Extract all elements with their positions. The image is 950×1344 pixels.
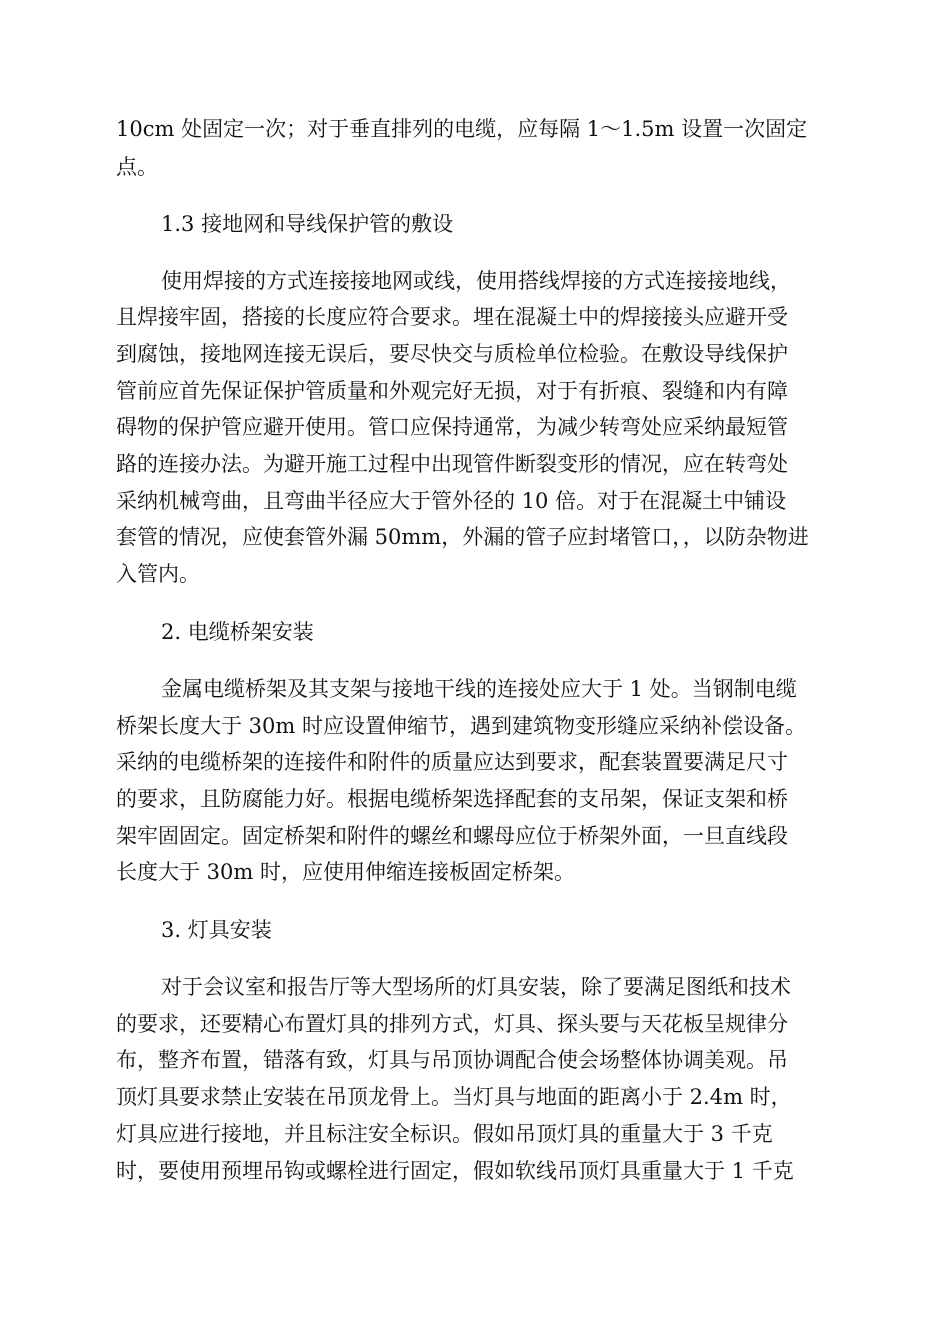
text-line: 且焊接牢固，搭接的长度应符合要求。埋在混凝土中的焊接接头应避开受 [116, 305, 788, 329]
section-heading-2: 2. 电缆桥架安装 [161, 620, 314, 644]
text-line: 入管内。 [116, 562, 200, 586]
text-line: 长度大于 30m 时，应使用伸缩连接板固定桥架。 [116, 860, 575, 884]
text-line: 顶灯具要求禁止安装在吊顶龙骨上。当灯具与地面的距离小于 2.4m 时， [116, 1085, 792, 1109]
text-line: 10cm 处固定一次；对于垂直排列的电缆，应每隔 1～1.5m 设置一次固定 [116, 117, 808, 141]
text-line: 到腐蚀，接地网连接无误后，要尽快交与质检单位检验。在敷设导线保护 [116, 342, 788, 366]
text-line: 灯具应进行接地，并且标注安全标识。假如吊顶灯具的重量大于 3 千克 [116, 1122, 773, 1146]
text-line: 点。 [116, 155, 158, 179]
text-line: 架牢固固定。固定桥架和附件的螺丝和螺母应位于桥架外面，一旦直线段 [116, 824, 788, 848]
text-line: 时，要使用预埋吊钩或螺栓进行固定，假如软线吊顶灯具重量大于 1 千克 [116, 1159, 794, 1183]
text-line: 的要求，且防腐能力好。根据电缆桥架选择配套的支吊架，保证支架和桥 [116, 787, 788, 811]
text-line: 对于会议室和报告厅等大型场所的灯具安装，除了要满足图纸和技术 [161, 975, 791, 999]
text-line: 碍物的保护管应避开使用。管口应保持通常，为减少转弯处应采纳最短管 [116, 415, 788, 439]
text-line: 使用焊接的方式连接接地网或线，使用搭线焊接的方式连接接地线， [161, 269, 791, 293]
section-heading-3: 3. 灯具安装 [161, 918, 272, 942]
text-line: 桥架长度大于 30m 时应设置伸缩节，遇到建筑物变形缝应采纳补偿设备。 [116, 714, 806, 738]
text-line: 套管的情况，应使套管外漏 50mm，外漏的管子应封堵管口，，以防杂物进 [116, 525, 809, 549]
text-line: 的要求，还要精心布置灯具的排列方式，灯具、探头要与天花板呈规律分 [116, 1012, 788, 1036]
text-line: 采纳的电缆桥架的连接件和附件的质量应达到要求，配套装置要满足尺寸 [116, 750, 788, 774]
text-line: 采纳机械弯曲，且弯曲半径应大于管外径的 10 倍。对于在混凝土中铺设 [116, 489, 787, 513]
text-line: 金属电缆桥架及其支架与接地干线的连接处应大于 1 处。当钢制电缆 [161, 677, 797, 701]
text-line: 布，整齐布置，错落有致，灯具与吊顶协调配合使会场整体协调美观。吊 [116, 1048, 788, 1072]
text-line: 路的连接办法。为避开施工过程中出现管件断裂变形的情况，应在转弯处 [116, 452, 788, 476]
text-line: 管前应首先保证保护管质量和外观完好无损，对于有折痕、裂缝和内有障 [116, 379, 788, 403]
section-heading-1-3: 1.3 接地网和导线保护管的敷设 [161, 212, 454, 236]
